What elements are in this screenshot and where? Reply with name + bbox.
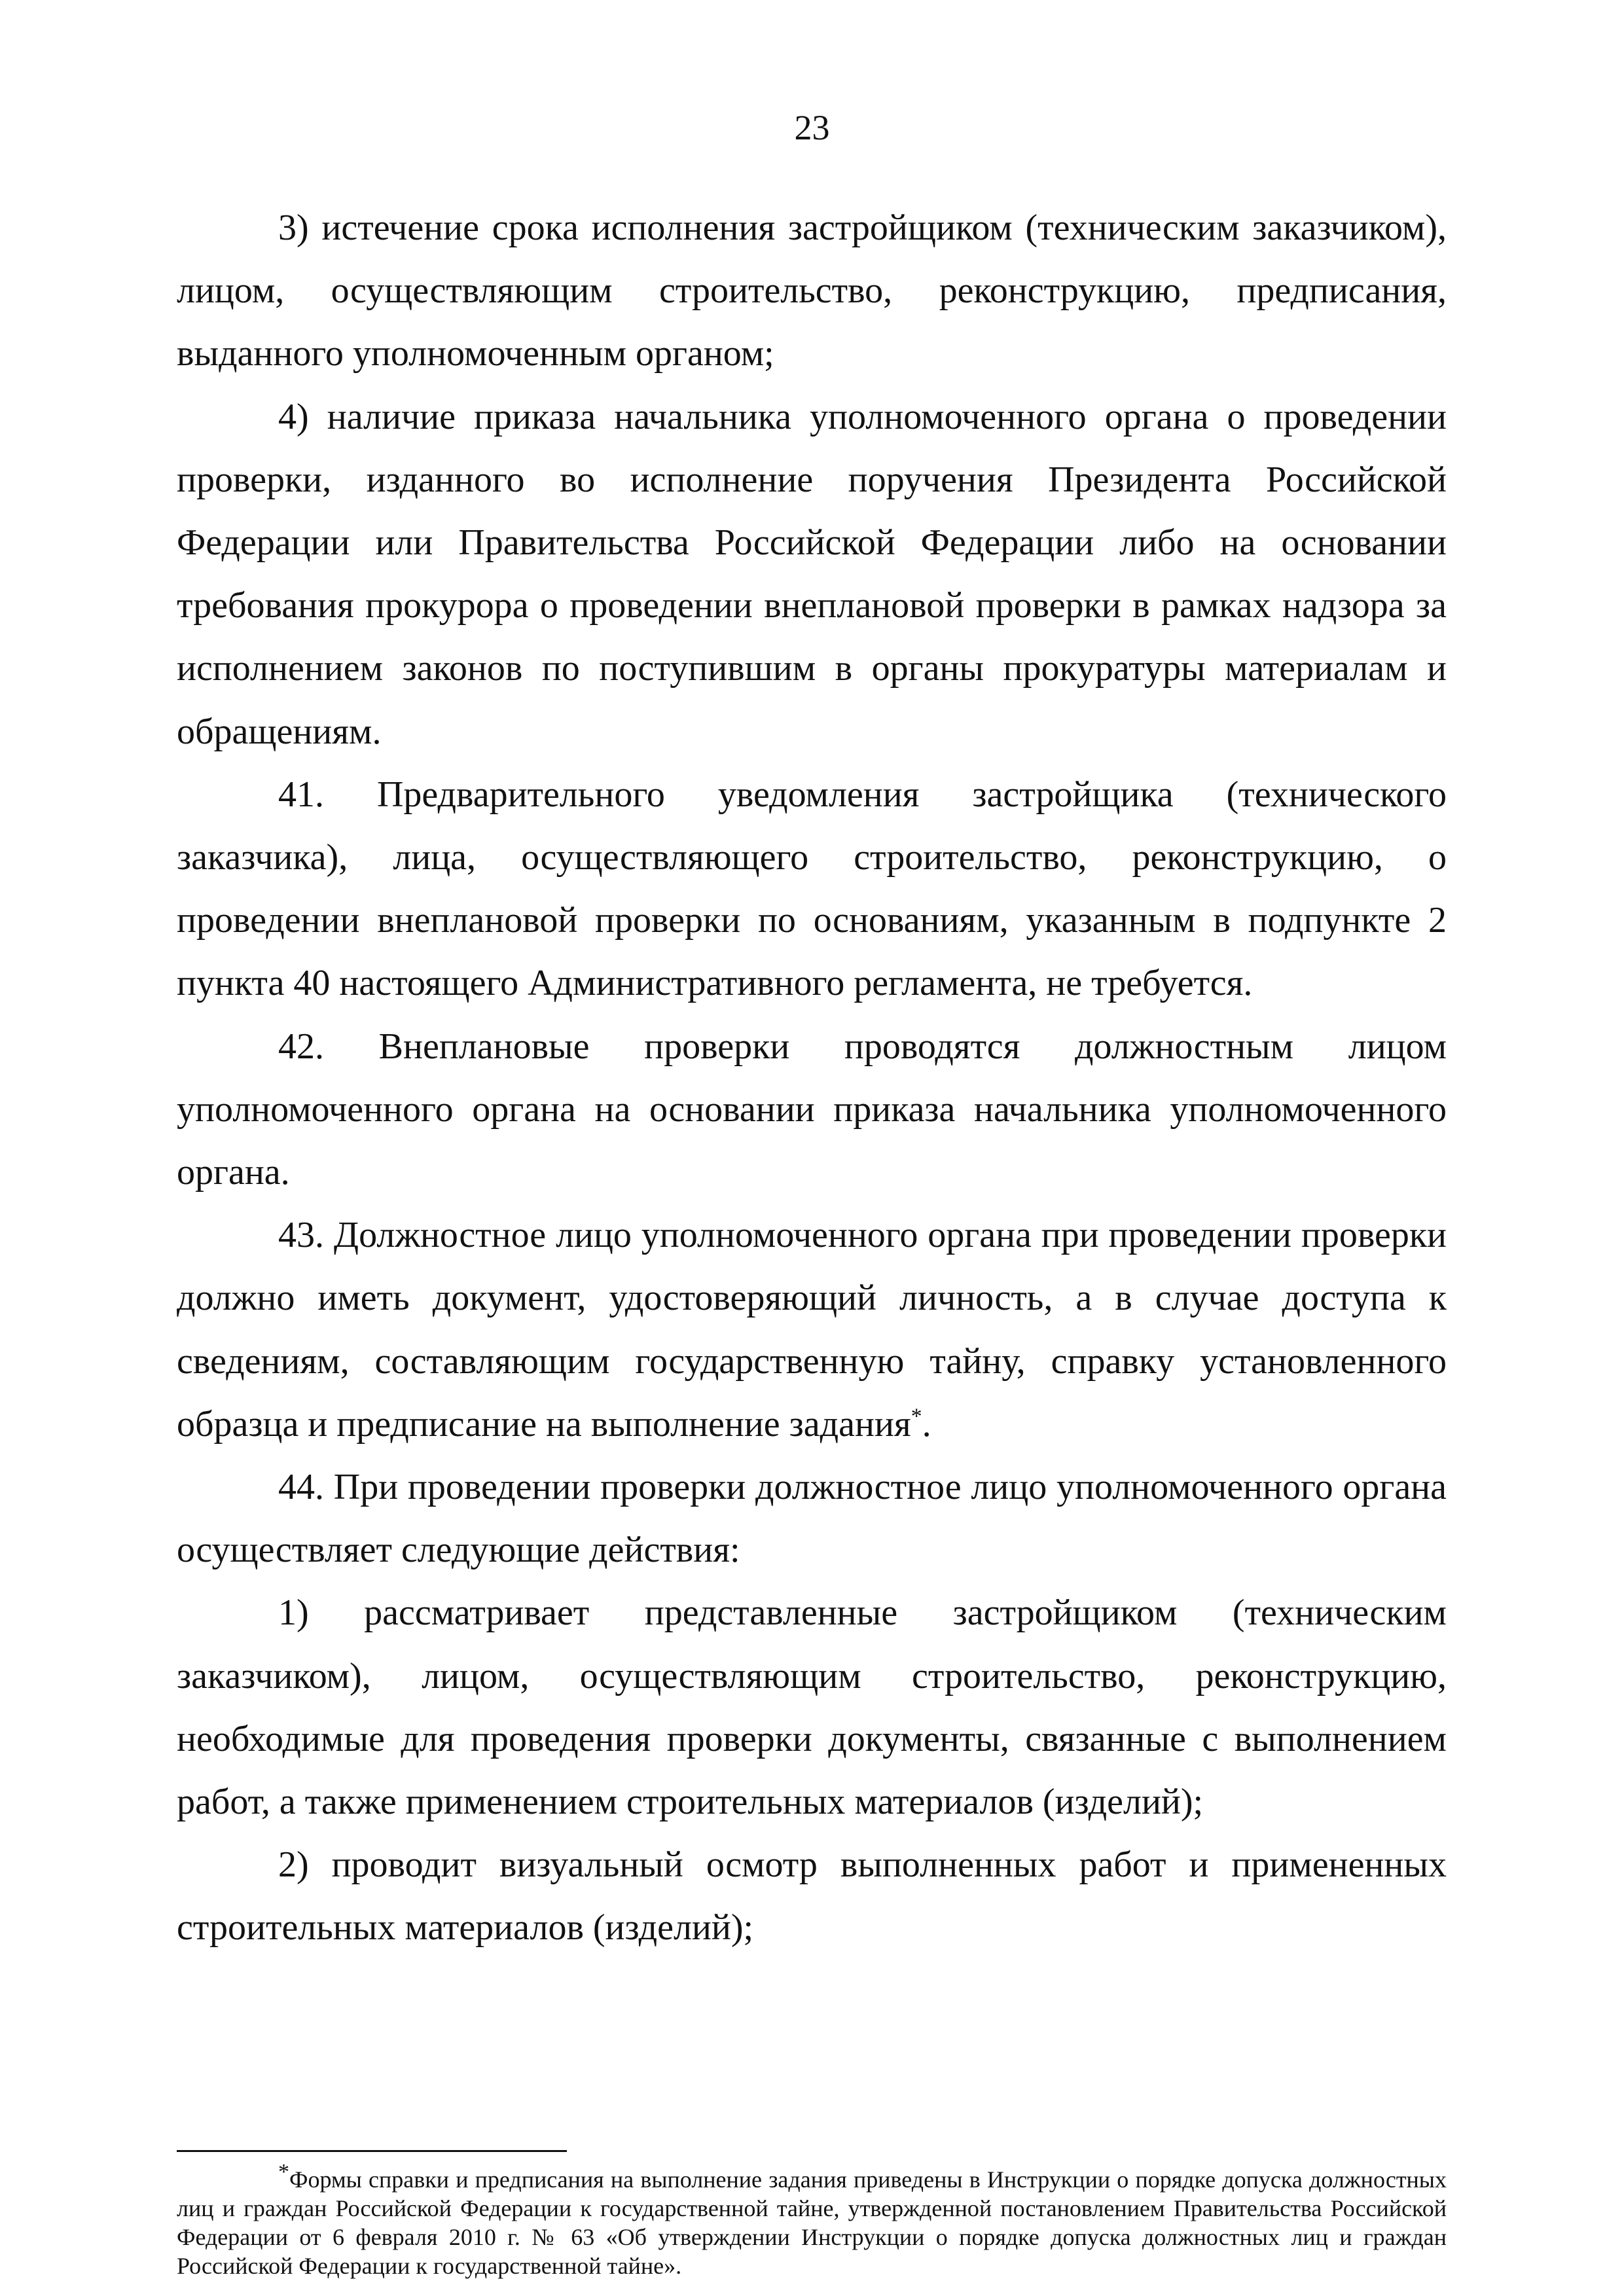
footnote-text: Формы справки и предписания на выполнение задания приведены в Инструкции о порядке допуска должностных лиц и граждан Российской Федерации к государственной тайне, утвержденной постановлением Правительства Российской Федерации от 6 февраля 2010 г. № 63 «Об утверждении Инструкции о порядке допуска должностных лиц и граждан Российской Федерации к государственной тайне». bbox=[177, 2166, 1447, 2279]
paragraph-44: 44. При проведении проверки должностное лицо уполномоченного органа осуществляет следующие действия: bbox=[177, 1467, 1447, 1571]
paragraph-44-item-2: 2) проводит визуальный осмотр выполненных работ и примененных строительных материалов (изделий); bbox=[177, 1844, 1447, 1948]
document-body bbox=[177, 196, 1447, 1960]
page-number: 23 bbox=[794, 108, 830, 147]
footnote-marker: * bbox=[278, 2160, 289, 2184]
footnote-separator bbox=[177, 2150, 567, 2152]
footnote bbox=[177, 2160, 1447, 2280]
paragraph-41: 41. Предварительного уведомления застройщика (технического заказчика), лица, осуществляющего строительство, реконструкцию, о проведении внеплановой проверки по основаниям, указанным в подпункте 2 пункта 40 настоящего Административного регламента, не требуется. bbox=[177, 774, 1447, 1004]
paragraph-43 bbox=[177, 1204, 1447, 1456]
paragraph-item-4: 4) наличие приказа начальника уполномоченного органа о проведении проверки, изданного во исполнение поручения Президента Российской Федерации или Правительства Российской Федерации либо на основании требования прокурора о проведении внеплановой проверки в рамках надзора за исполнением законов по поступившим в органы прокуратуры материалам и обращениям. bbox=[177, 396, 1447, 752]
paragraph-42: 42. Внеплановые проверки проводятся должностным лицом уполномоченного органа на основании приказа начальника уполномоченного органа. bbox=[177, 1026, 1447, 1193]
paragraph-item-3: 3) истечение срока исполнения застройщиком (техническим заказчиком), лицом, осуществляющим строительство, реконструкцию, предписания, выданного уполномоченным органом; bbox=[177, 207, 1447, 374]
footnote-reference: * bbox=[911, 1404, 922, 1429]
paragraph-43-text: 43. Должностное лицо уполномоченного органа при проведении проверки должно иметь документ, удостоверяющий личность, а в случае доступа к сведениям, составляющим государственную тайну, справку установленного образца и предписание на выполнение задания bbox=[177, 1215, 1447, 1444]
paragraph-44-item-1: 1) рассматривает представленные застройщиком (техническим заказчиком), лицом, осуществляющим строительство, реконструкцию, необходимые для проведения проверки документы, связанные с выполнением работ, а также применением строительных материалов (изделий); bbox=[177, 1592, 1447, 1823]
paragraph-43-end: . bbox=[922, 1403, 931, 1444]
